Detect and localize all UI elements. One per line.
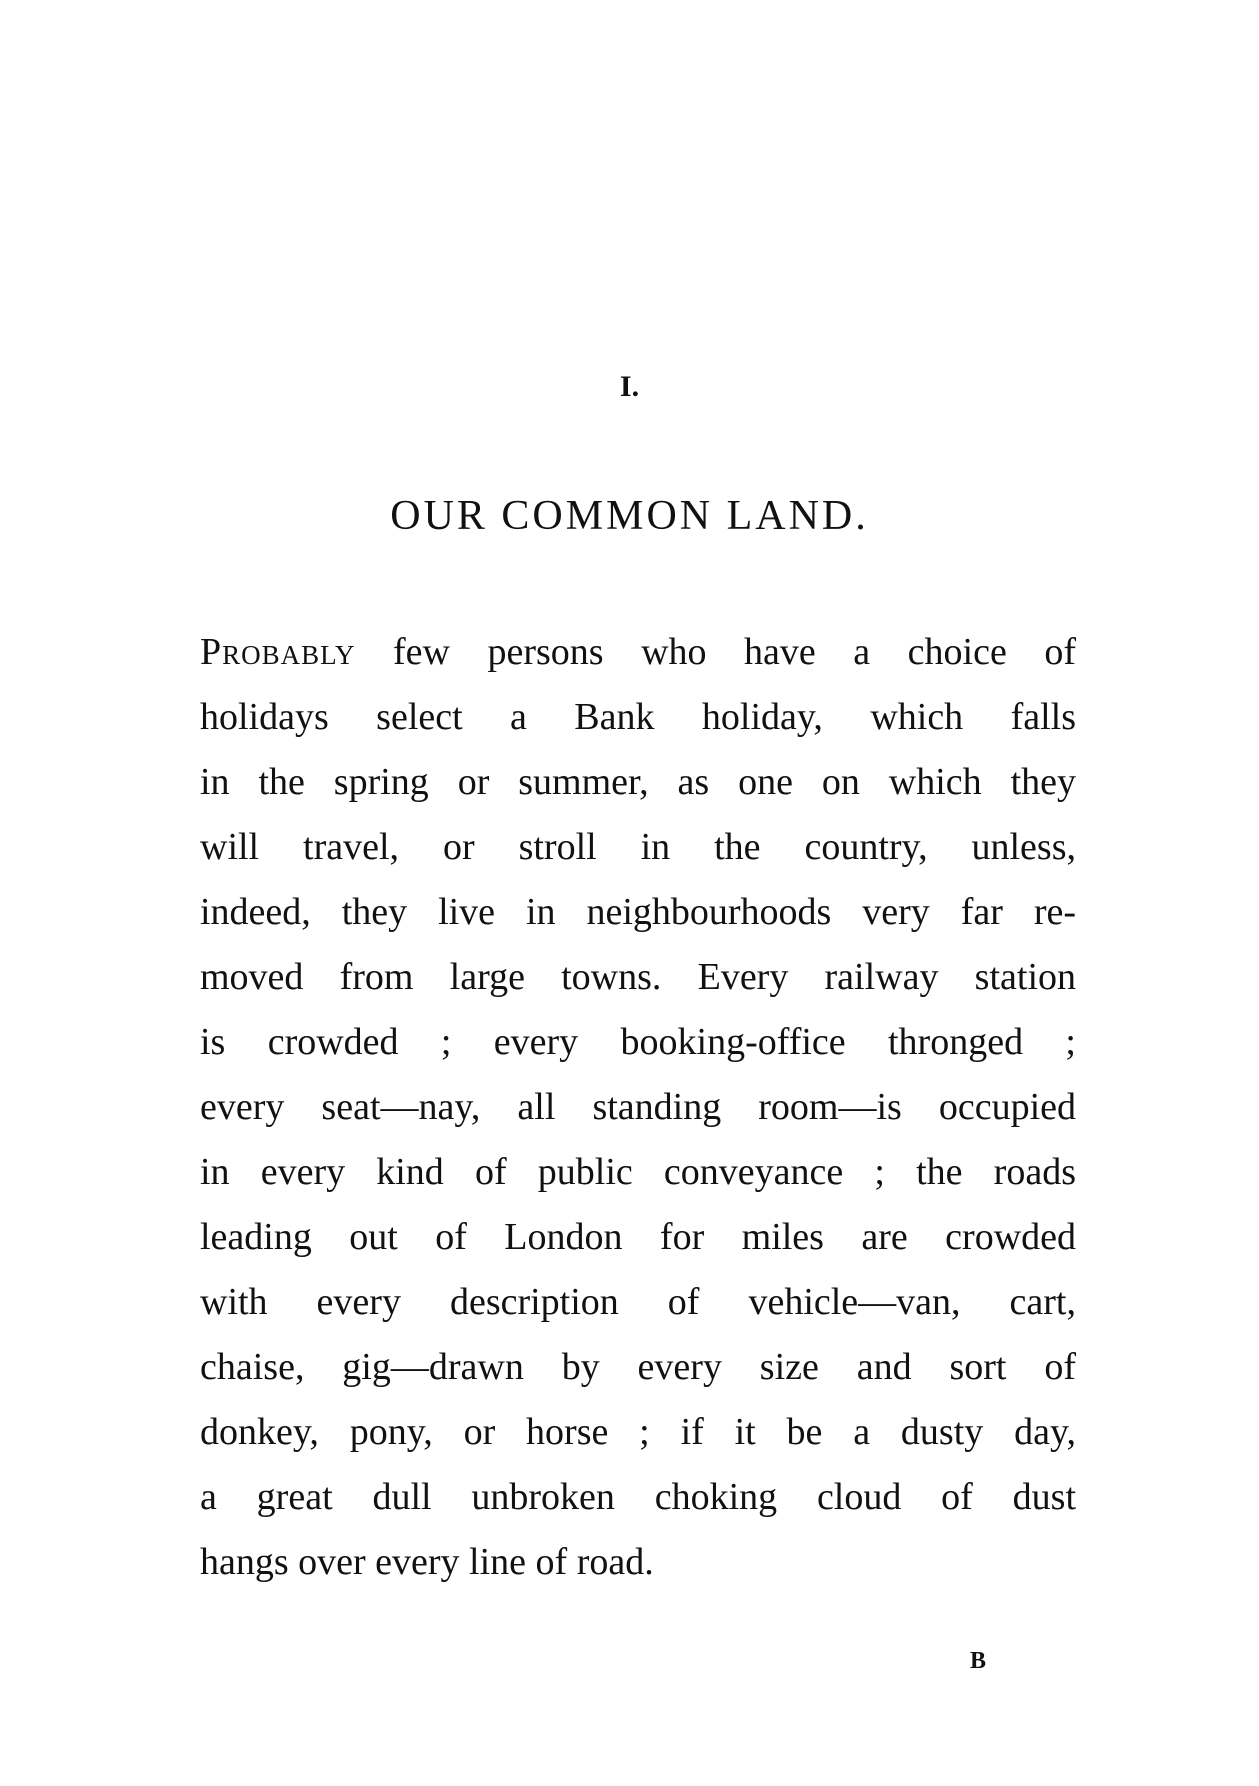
- text-line: [200, 620, 1076, 685]
- lead-word: Probably: [200, 631, 356, 673]
- body-paragraph: [200, 620, 1076, 1595]
- chapter-number: I.: [619, 370, 640, 403]
- text-line: donkey, pony, or horse ; if it be a dusty day,: [200, 1411, 1076, 1453]
- text-line: every seat—nay, all standing room—is occupied: [200, 1086, 1076, 1128]
- line-text: few persons who have a choice of: [355, 631, 1076, 673]
- text-line: is crowded ; every booking-office thronged ;: [200, 1021, 1076, 1063]
- text-line: chaise, gig—drawn by every size and sort of: [200, 1346, 1076, 1388]
- text-line: indeed, they live in neighbourhoods very far re-: [200, 891, 1076, 933]
- text-line: leading out of London for miles are crowded: [200, 1216, 1076, 1258]
- text-line: in the spring or summer, as one on which they: [200, 761, 1076, 803]
- text-line: with every description of vehicle—van, cart,: [200, 1281, 1076, 1323]
- text-line: holidays select a Bank holiday, which falls: [200, 696, 1076, 738]
- text-line: in every kind of public conveyance ; the roads: [200, 1151, 1076, 1193]
- signature-mark: B: [970, 1648, 987, 1674]
- text-line: will travel, or stroll in the country, unless,: [200, 826, 1076, 868]
- text-line: a great dull unbroken choking cloud of dust: [200, 1476, 1076, 1518]
- chapter-title: OUR COMMON LAND.: [390, 493, 869, 539]
- text-line: moved from large towns. Every railway station: [200, 956, 1076, 998]
- text-line: hangs over every line of road.: [200, 1541, 654, 1583]
